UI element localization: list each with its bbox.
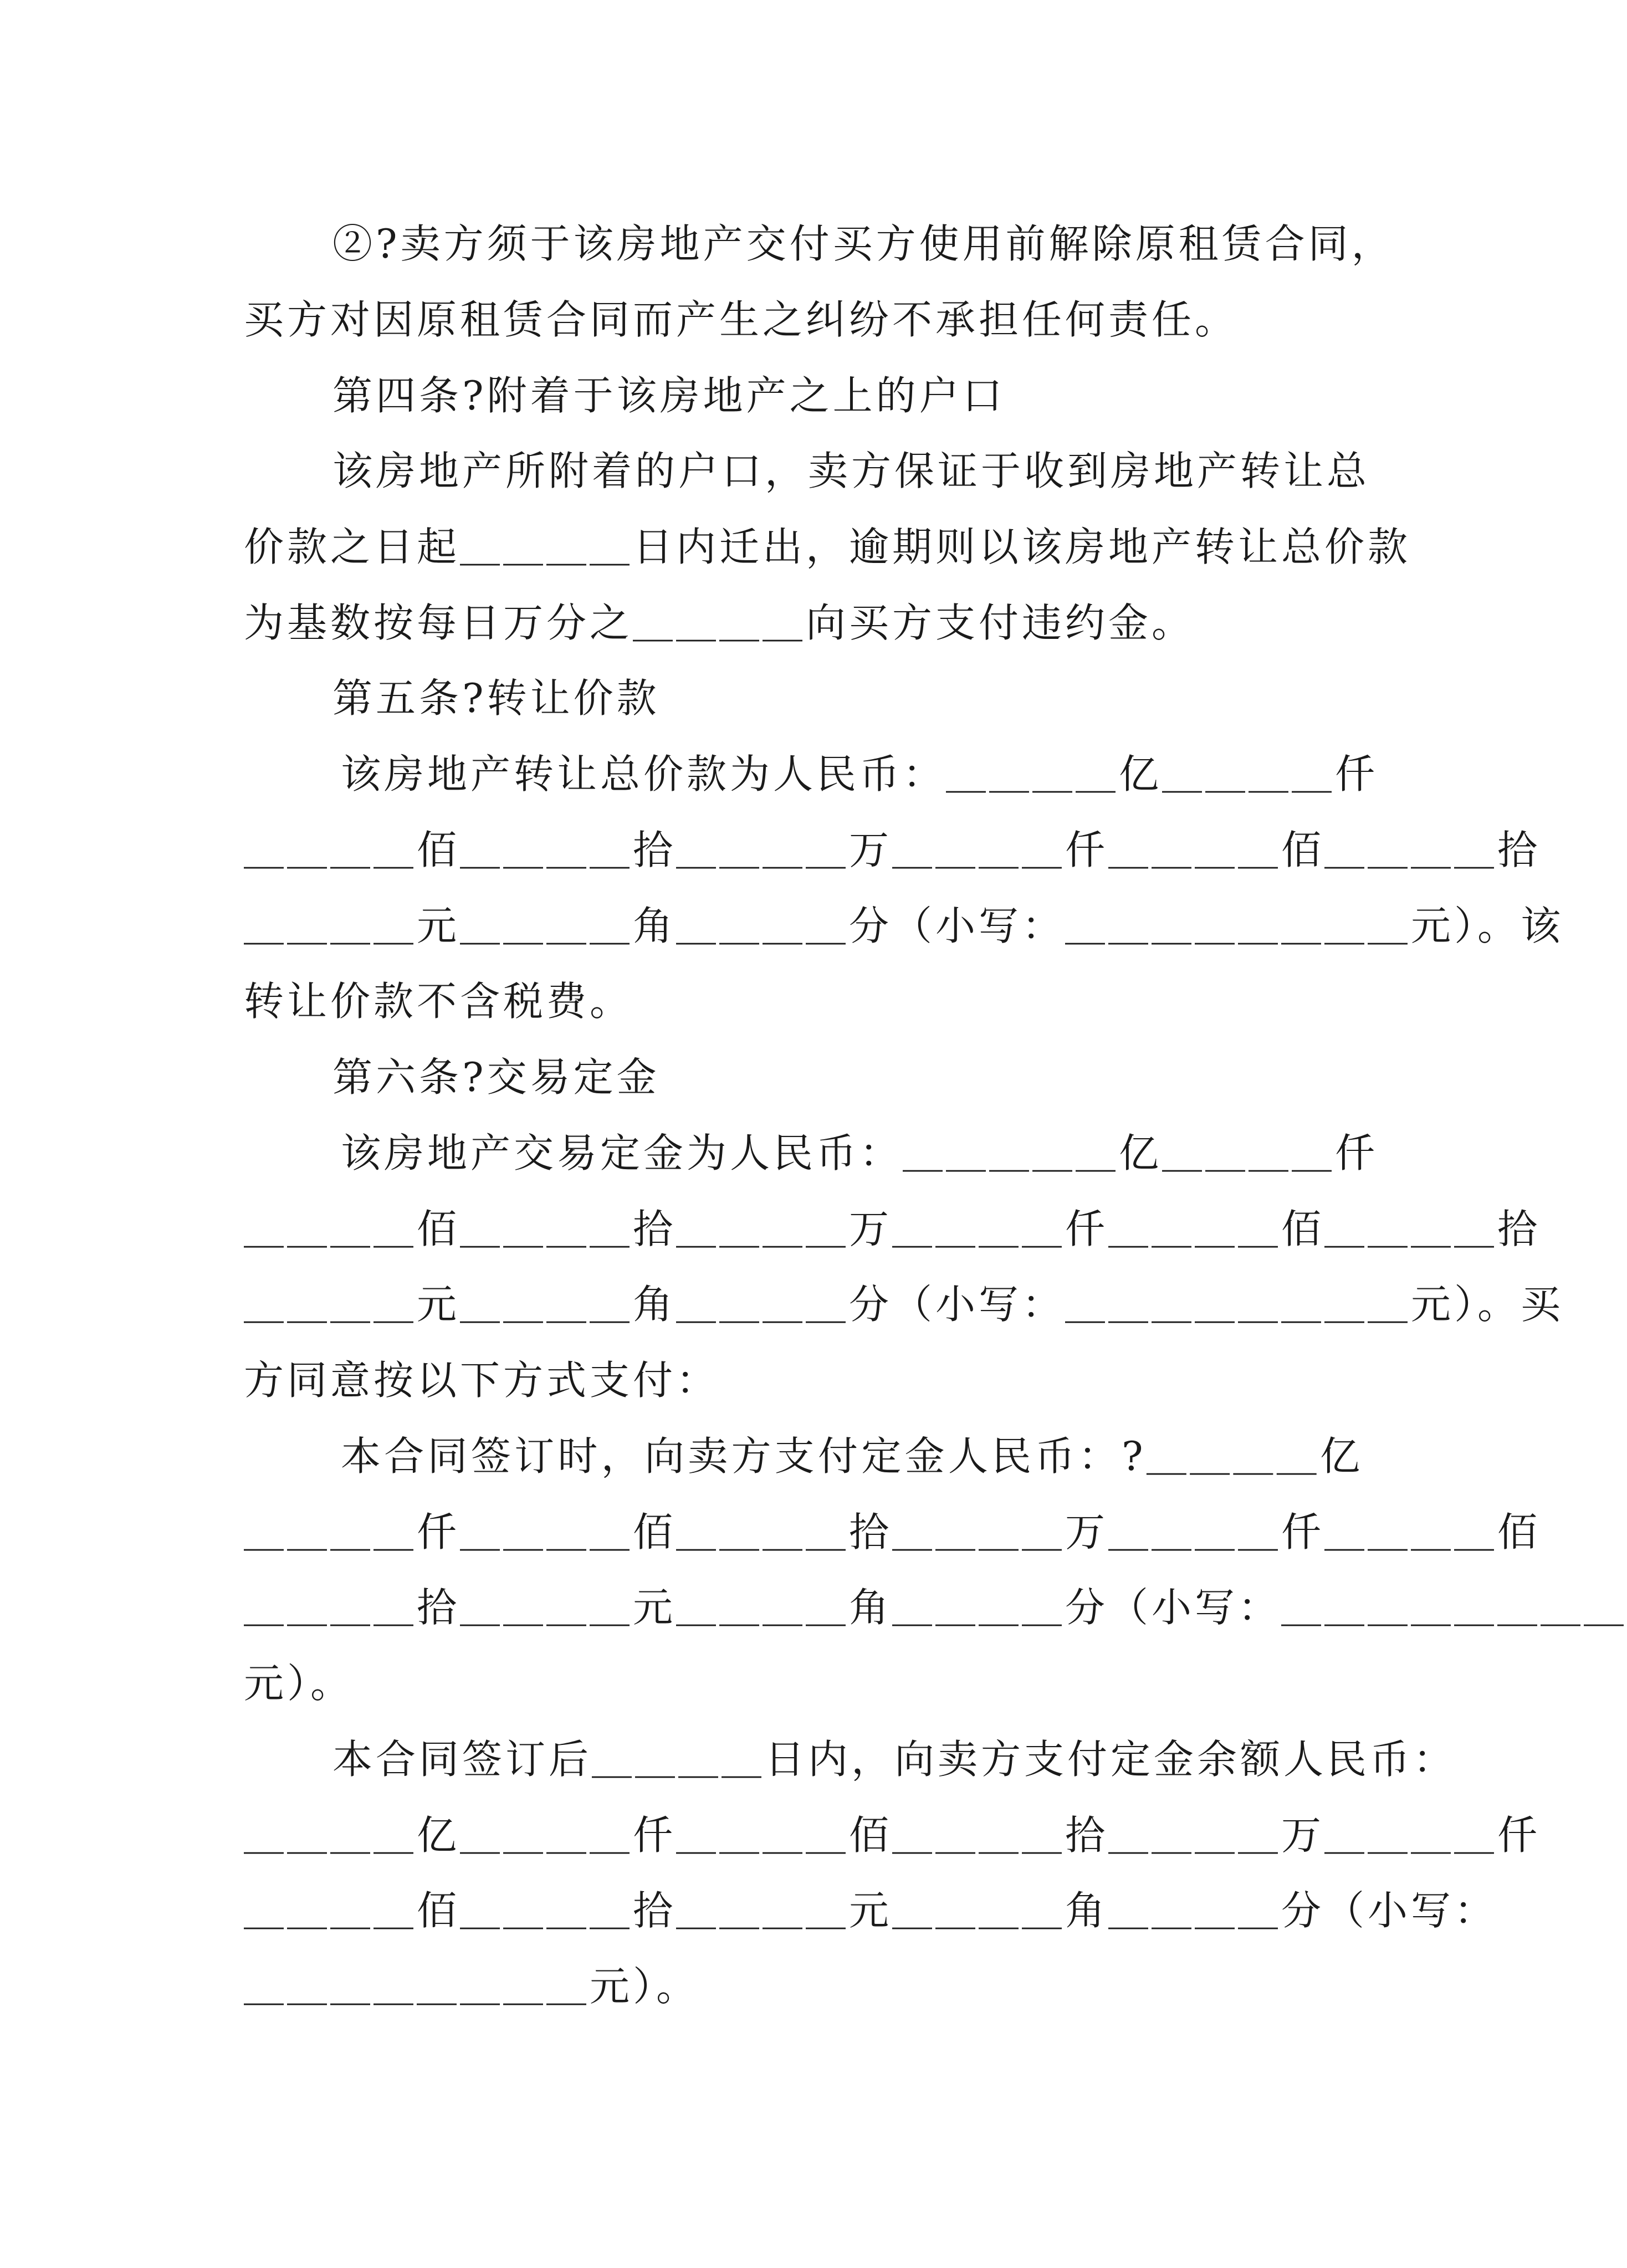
article-5-body-line-2: ＿＿＿＿佰＿＿＿＿拾＿＿＿＿万＿＿＿＿仟＿＿＿＿佰＿＿＿＿拾 (244, 827, 1541, 873)
deposit-payment-1-line-2: ＿＿＿＿仟＿＿＿＿佰＿＿＿＿拾＿＿＿＿万＿＿＿＿仟＿＿＿＿佰 (244, 1509, 1541, 1555)
article-4-body-line-2: 价款之日起＿＿＿＿日内迁出，逾期则以该房地产转让总价款 (244, 524, 1411, 570)
article-5-heading: 第五条?转让价款 (332, 675, 660, 721)
article-6-body-line-1: 该房地产交易定金为人民币：＿＿＿＿＿亿＿＿＿＿仟 (341, 1130, 1379, 1176)
deposit-payment-1-line-3: ＿＿＿＿拾＿＿＿＿元＿＿＿＿角＿＿＿＿分（小写：＿＿＿＿＿＿＿＿ (244, 1584, 1627, 1631)
article-5-body-line-4: 转让价款不含税费。 (244, 978, 633, 1025)
article-4-body-line-3: 为基数按每日万分之＿＿＿＿向买方支付违约金。 (244, 600, 1195, 646)
article-6-heading: 第六条?交易定金 (332, 1054, 660, 1100)
clause-3-item-2-line-1: ②?卖方须于该房地产交付买方使用前解除原租赁合同， (332, 221, 1395, 267)
deposit-payment-2-line-1: 本合同签订后＿＿＿＿日内，向卖方支付定金余额人民币： (332, 1736, 1457, 1783)
deposit-payment-2-line-2: ＿＿＿＿亿＿＿＿＿仟＿＿＿＿佰＿＿＿＿拾＿＿＿＿万＿＿＿＿仟 (244, 1812, 1541, 1859)
clause-3-item-2-line-2: 买方对因原租赁合同而产生之纠纷不承担任何责任。 (244, 296, 1239, 343)
deposit-payment-2-line-3: ＿＿＿＿佰＿＿＿＿拾＿＿＿＿元＿＿＿＿角＿＿＿＿分（小写： (244, 1887, 1498, 1934)
deposit-payment-2-line-4: ＿＿＿＿＿＿＿＿元）。 (244, 1963, 700, 2010)
deposit-payment-1-line-1: 本合同签订时，向卖方支付定金人民币：?＿＿＿＿亿 (341, 1433, 1363, 1479)
article-5-body-line-1: 该房地产转让总价款为人民币：＿＿＿＿亿＿＿＿＿仟 (341, 751, 1379, 797)
article-5-body-line-3: ＿＿＿＿元＿＿＿＿角＿＿＿＿分（小写：＿＿＿＿＿＿＿＿元）。该 (244, 903, 1564, 949)
deposit-payment-1-line-4: 元）。 (244, 1660, 354, 1707)
article-6-body-line-4: 方同意按以下方式支付： (244, 1357, 720, 1404)
article-6-body-line-3: ＿＿＿＿元＿＿＿＿角＿＿＿＿分（小写：＿＿＿＿＿＿＿＿元）。买 (244, 1281, 1564, 1328)
article-4-body-line-1: 该房地产所附着的户口，卖方保证于收到房地产转让总 (332, 448, 1370, 494)
article-4-heading: 第四条?附着于该房地产之上的户口 (332, 372, 1006, 419)
article-6-body-line-2: ＿＿＿＿佰＿＿＿＿拾＿＿＿＿万＿＿＿＿仟＿＿＿＿佰＿＿＿＿拾 (244, 1206, 1541, 1252)
